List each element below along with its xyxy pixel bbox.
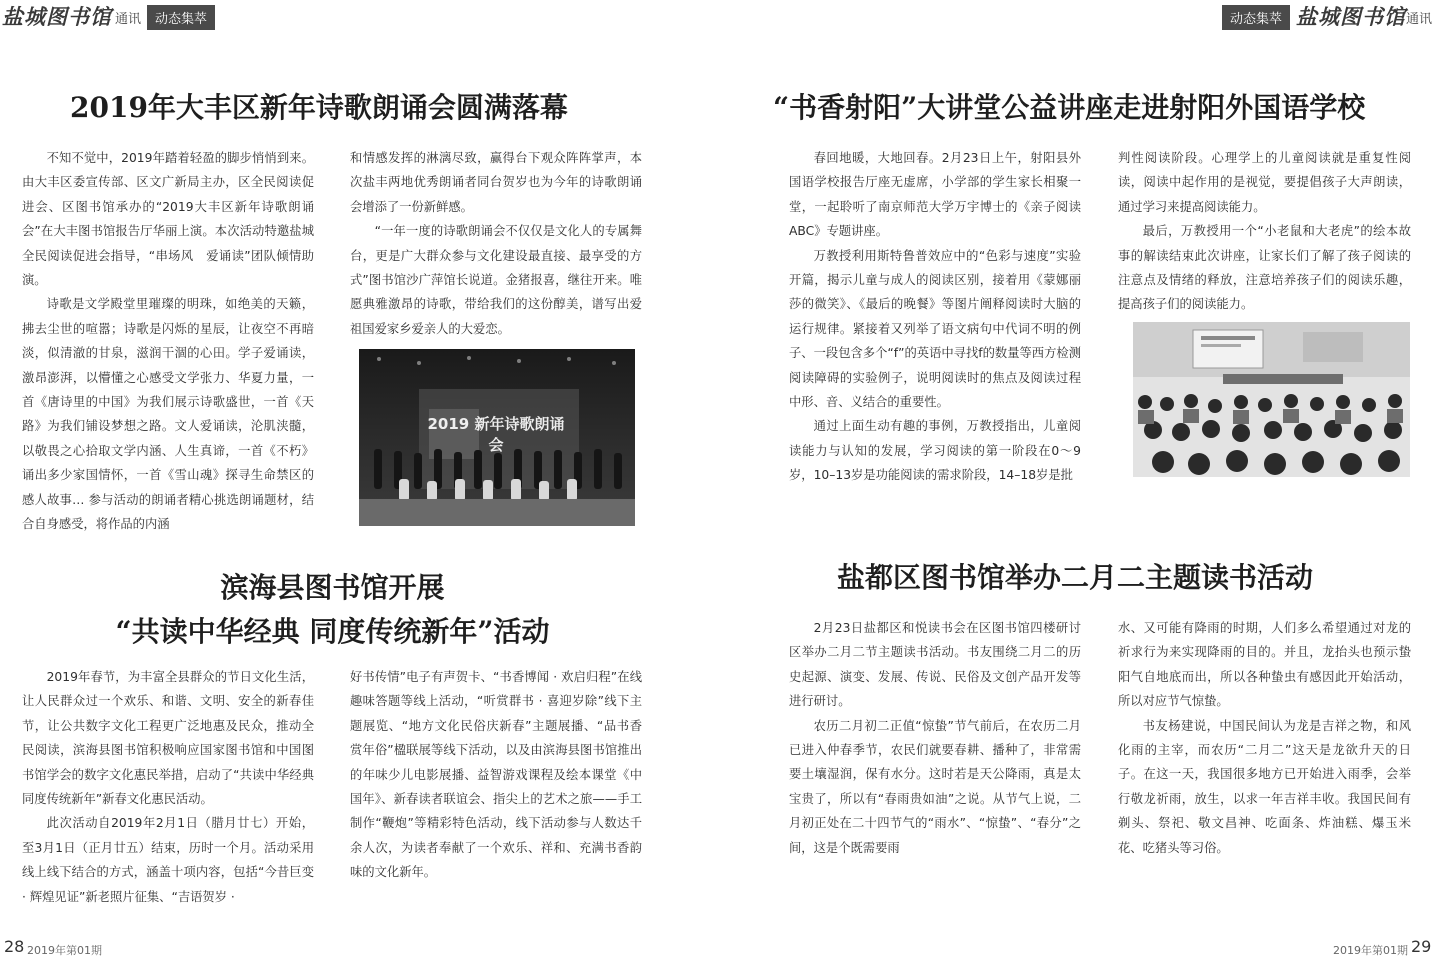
lecture-hall-illustration bbox=[1133, 322, 1410, 477]
page-number-left: 28 bbox=[4, 937, 25, 956]
issue-label: 2019年第01期 bbox=[1333, 944, 1408, 957]
paragraph: 万教授利用斯特鲁普效应中的“色彩与速度”实验开篇，揭示儿童与成人的阅读区别，接着用《蒙娜丽莎的微笑》、《最后的晚餐》等图片阐释阅读时大脑的运行规律。紧接着又列举了语文病句中代词不明的例子、一段包含多个“f”的英语中寻找f的数量等西方检测阅读障碍的实验例子，说明阅读时的焦点及阅读过程中形、音、义结合的重要性。 bbox=[789, 248, 1081, 410]
paragraph: 2019年春节，为丰富全县群众的节日文化生活，让人民群众过一个欢乐、和谐、文明、安全的新春佳节，让公共数字文化工程更广泛地惠及民众，推动全民阅读，滨海县图书馆积极响应国家图书馆和中国图书馆学会的数字文化惠民举措，启动了“共读中华经典 同度传统新年”新春文化惠民活动。 bbox=[22, 670, 314, 807]
photo-banner-text: 2019 新年诗歌朗诵会 bbox=[427, 415, 565, 454]
paragraph: 判性阅读阶段。心理学上的儿童阅读就是重复性阅读，阅读中起作用的是视觉，要提倡孩子大声朗读，通过学习来提高阅读能力。 bbox=[1118, 151, 1411, 214]
paragraph: “一年一度的诗歌朗诵会不仅仅是文化人的专属舞台，更是广大群众参与文化建设最直接、最享受的方式”图书馆沙广萍馆长说道。金猪报喜，继往开来。唯愿典雅激昂的诗歌，带给我们的这份醇美，谱写出爱祖国爱家乡爱亲人的大爱恋。 bbox=[350, 224, 642, 336]
paragraph: 水、又可能有降雨的时期，人们多么希望通过对龙的祈求行为来实现降雨的目的。并且，龙抬头也预示蛰阳气自地底而出，所以各种蛰虫有感因此开始活动，所以对应节气惊蛰。 bbox=[1118, 621, 1411, 709]
article-title: “共读中华经典 同度传统新年”活动 bbox=[115, 615, 550, 648]
paragraph: 通过上面生动有趣的事例，万教授指出，儿童阅读能力与认知的发展，学习阅读的第一阶段在0～9岁，10–13岁是功能阅读的需求阶段，14–18岁是批 bbox=[789, 419, 1081, 483]
paragraph: 书友杨建说，中国民间认为龙是吉祥之物，和风化雨的主宰，而农历“二月二”这天是龙欲升天的日子。在这一天，我国很多地方已开始进入雨季，会举行敬龙祈雨，放生，以求一年吉祥丰收。我国民间有剃头、祭祀、敬文昌神、吃面条、炸油糕、爆玉米花、吃猪头等习俗。 bbox=[1118, 718, 1411, 855]
article-title: 2019年大丰区新年诗歌朗诵会圆满落幕 bbox=[70, 91, 568, 124]
paragraph: 好书传情”电子有声贺卡、“书香博闻 · 欢启归程”在线趣味答题等线上活动，“听赏群书 · 喜迎岁除”线下主题展览、“地方文化民俗庆新春”主题展播、“品书香 赏年俗”楹联展等线下活动，以及由滨海县图书馆推出的年味少儿电影展播、益智游戏课程及绘本课堂《中国年》、新春读者联谊会、指尖上的艺术之旅——手工制作“鞭炮”等精彩特色活动，线下活动参与人数达千余人次，为读者奉献了一个欢乐、祥和、充满书香韵味的文化新年。 bbox=[350, 670, 655, 880]
section-tag: 动态集萃 bbox=[147, 5, 215, 30]
paragraph: 春回地暖，大地回春。2月23日上午，射阳县外国语学校报告厅座无虚席，小学部的学生家长相聚一堂，一起聆听了南京师范大学万宇博士的《亲子阅读ABC》专题讲座。 bbox=[789, 151, 1081, 239]
article-column bbox=[350, 665, 655, 885]
header-tongxun: 通讯 bbox=[1406, 12, 1433, 27]
paragraph: 诗歌是文学殿堂里璀璨的明珠，如绝美的天籁，拂去尘世的喧嚣；诗歌是闪烁的星辰，让夜空不再暗淡，似清澈的甘泉，滋润干涸的心田。学子爱诵读，激昂澎湃，以懵懂之心感受文学张力、华夏力量，一首《唐诗里的中国》为我们展示诗歌盛世，一首《天路》为我们铺设梦想之路。文人爱诵读，沦肌浃髓，以敬畏之心拾取文学内涵、人生真谛，一首《不朽》诵出多少家国情怀，一首《雪山魂》探寻生命禁区的感人故事… 参与活动的朗诵者精心挑选朗诵题材，结合自身感受，将作品的内涵 bbox=[22, 297, 314, 532]
recitation-photo bbox=[359, 349, 635, 526]
paragraph: 和情感发挥的淋漓尽致，赢得台下观众阵阵掌声，本次盐丰两地优秀朗诵者同台贺岁也为今年的诗歌朗诵会增添了一份新鲜感。 bbox=[350, 151, 642, 214]
paragraph: 不知不觉中，2019年踏着轻盈的脚步悄悄到来。由大丰区委宣传部、区文广新局主办，区全民阅读促进会、区图书馆承办的“2019大丰区新年诗歌朗诵会”在大丰图书馆报告厅华丽上演。本次活动特邀盐城全民阅读促进会指导，“串场风 爱诵读”团队倾情助演。 bbox=[22, 151, 314, 288]
section-tag: 动态集萃 bbox=[1222, 5, 1290, 30]
article-title: 盐都区图书馆举办二月二主题读书活动 bbox=[837, 561, 1314, 594]
paragraph: 2月23日盐都区和悦读书会在区图书馆四楼研讨区举办二月二节主题读书活动。书友围绕二月二的历史起源、演变、发展、传说、民俗及文创产品开发等进行研讨。 bbox=[789, 621, 1081, 709]
header-left bbox=[0, 0, 720, 30]
article-column bbox=[1118, 146, 1411, 317]
article-column bbox=[22, 146, 314, 537]
article-column bbox=[22, 665, 314, 909]
library-logo: 盐城图书馆 bbox=[2, 4, 112, 29]
lecture-photo bbox=[1133, 322, 1410, 477]
paragraph: 最后，万教授用一个“小老鼠和大老虎”的绘本故事的解读结束此次讲座，让家长们了解了孩子阅读的注意点及情绪的释放，注意培养孩子们的阅读乐趣，提高孩子们的阅读能力。 bbox=[1118, 224, 1411, 312]
library-logo: 盐城图书馆 bbox=[1296, 4, 1406, 29]
paragraph: 农历二月初二正值“惊蛰”节气前后，在农历二月已进入仲春季节，农民们就要春耕、播种了，非常需要土壤湿润，保有水分。这时若是天公降雨，真是太宝贵了，所以有“春雨贵如油”之说。从节气上说，二月初正处在二十四节气的“雨水”、“惊蛰”、“春分”之间，这是个既需要雨 bbox=[789, 718, 1081, 855]
paragraph: 此次活动自2019年2月1日（腊月廿七）开始，至3月1日（正月廿五）结束，历时一个月。活动采用线上线下结合的方式，涵盖十项内容，包括“今昔巨变 · 辉煌见证”新老照片征集、“吉语贺岁 · bbox=[22, 816, 314, 904]
article-column bbox=[789, 616, 1081, 860]
page-number-right: 29 bbox=[1411, 937, 1432, 956]
header-tongxun: 通讯 bbox=[115, 12, 142, 27]
article-title: 滨海县图书馆开展 bbox=[220, 571, 445, 604]
issue-label: 2019年第01期 bbox=[27, 944, 102, 957]
article-title: “书香射阳”大讲堂公益讲座走进射阳外国语学校 bbox=[773, 91, 1366, 124]
article-column bbox=[350, 146, 642, 341]
header-right bbox=[1200, 0, 1440, 30]
article-column bbox=[1118, 616, 1411, 860]
article-column bbox=[789, 146, 1081, 488]
